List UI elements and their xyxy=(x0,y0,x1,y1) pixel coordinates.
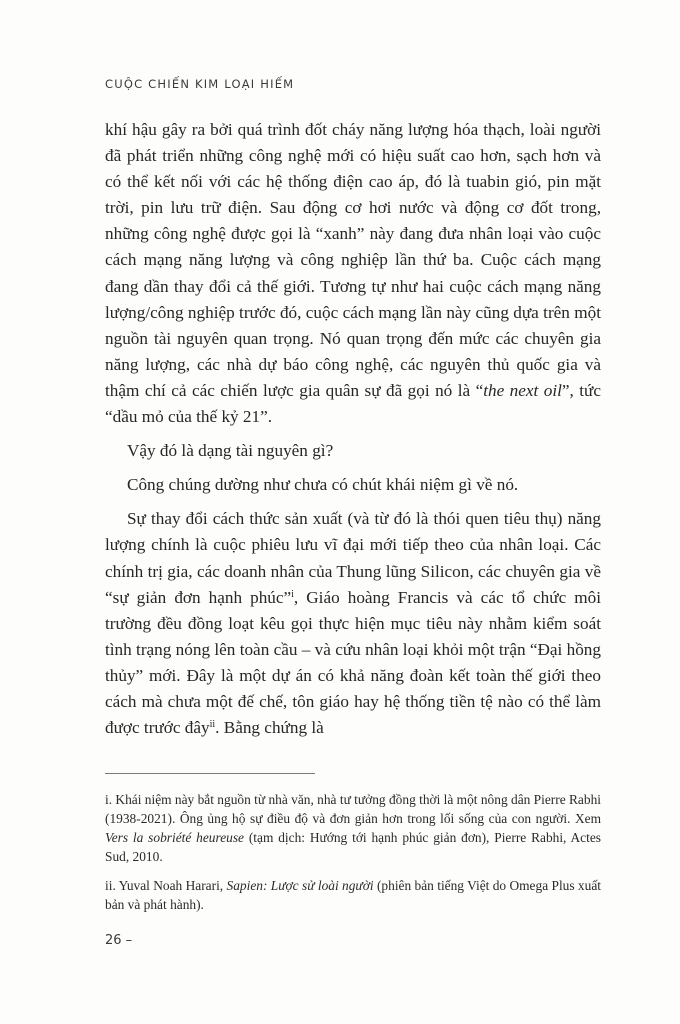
footnote-1-end: (tạm dịch: Hướng tới hạnh phúc giản đơn), Pierre Rabhi, Actes Sud, 2010. xyxy=(105,830,601,864)
body-text xyxy=(105,117,601,741)
footnote-2-title: Sapien: Lược sử loài người xyxy=(226,878,374,893)
paragraph-4-text: Sự thay đổi cách thức sản xuất (và từ đó là thói quen tiêu thụ) năng lượng chính là cuộc phiêu lưu vĩ đại mới tiếp theo của nhân loại. Các chính trị gia, các doanh nhân của Thung lũng Silicon, các chuyên gia về “sự giản đơn hạnh phúc” xyxy=(105,509,601,607)
footnote-1-title: Vers la sobriété heureuse xyxy=(105,830,244,845)
footnote-ref-1: i xyxy=(291,588,294,600)
paragraph-1 xyxy=(105,117,601,430)
paragraph-3: Công chúng dường như chưa có chút khái niệm gì về nó. xyxy=(127,475,519,495)
footnote-2-text: ii. Yuval Noah Harari, xyxy=(105,878,227,893)
paragraph-4-middle: , Giáo hoàng Francis và các tổ chức môi trường đều đồng loạt kêu gọi thực hiện mục tiêu này nhằm kiểm soát tình trạng nóng lên toàn cầu – và cứu nhân loại khỏi một trận “Đại hồng thủy” mới. Đây là một dự án có khả năng đoàn kết toàn thế giới theo cách mà chưa một đế chế, tôn giáo hay hệ thống tiền tệ nào có thể làm được trước đây xyxy=(105,587,601,738)
paragraph-1-end: ”, tức “dầu mỏ của thế kỷ 21”. xyxy=(105,380,601,427)
paragraph-4 xyxy=(105,506,601,741)
running-header: CUỘC CHIẾN KIM LOẠI HIẾM xyxy=(105,77,295,91)
italic-phrase: the next oil xyxy=(483,380,562,400)
footnote-2-end: (phiên bản tiếng Việt do Omega Plus xuất bản và phát hành). xyxy=(105,878,601,912)
footnotes xyxy=(105,790,601,924)
footnote-2 xyxy=(105,876,601,914)
footnote-1 xyxy=(105,790,601,866)
footnote-ref-2: ii xyxy=(209,719,216,731)
footnote-1-text: i. Khái niệm này bắt nguồn từ nhà văn, nhà tư tưởng đồng thời là một nông dân Pierre Rabhi (1938-2021). Ông ủng hộ sự điều độ và đơn giản hơn trong lối sống của con người. Xem xyxy=(105,792,601,826)
paragraph-1-text: khí hậu gây ra bởi quá trình đốt cháy năng lượng hóa thạch, loài người đã phát triển những công nghệ mới có hiệu suất cao hơn, sạch hơn và có thể kết nối với các hệ thống điện cao áp, đó là tuabin gió, pin mặt trời, pin lưu trữ điện. Sau động cơ hơi nước và động cơ đốt trong, những công nghệ được gọi là “xanh” này đang đưa nhân loại vào cuộc cách mạng năng lượng và công nghiệp lần thứ ba. Cuộc cách mạng đang dần thay đổi cả thế giới. Tương tự như hai cuộc cách mạng năng lượng/công nghiệp trước đó, cuộc cách mạng lần này cũng dựa trên một nguồn tài nguyên quan trọng. Nó quan trọng đến mức các chuyên gia năng lượng, các nhà dự báo công nghệ, các nguyên thủ quốc gia và thậm chí cả các chiến lược gia quân sự đã gọi nó là “ xyxy=(105,120,601,400)
paragraph-4-end: . Bằng chứng là xyxy=(215,718,324,738)
page-number: 26 – xyxy=(105,933,133,948)
footnote-divider xyxy=(105,773,315,774)
paragraph-2: Vậy đó là dạng tài nguyên gì? xyxy=(127,441,334,461)
